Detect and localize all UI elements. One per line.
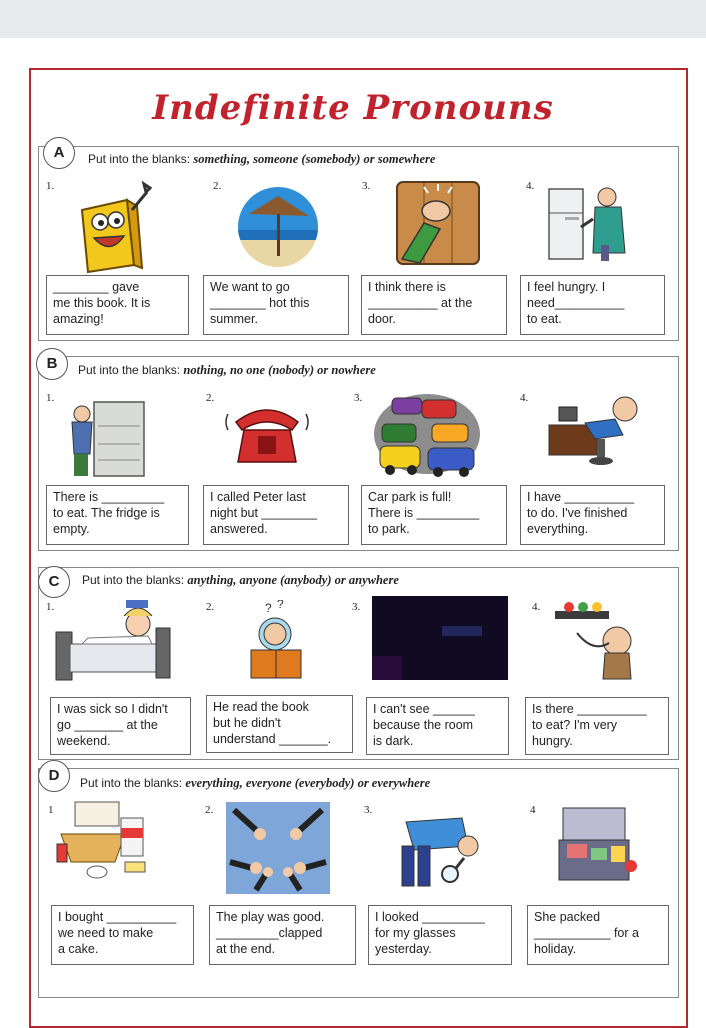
item-number: 3. bbox=[362, 180, 371, 192]
confused-boy-reading-illustration bbox=[243, 600, 309, 682]
item-number: 1. bbox=[46, 601, 55, 613]
section-letter-c: C bbox=[38, 566, 70, 598]
sentence-box-c1: I was sick so I didn't go _______ at the weekend. bbox=[50, 697, 191, 755]
empty-fridge-illustration bbox=[62, 398, 152, 480]
svg-text:?: ? bbox=[277, 600, 284, 611]
item-number: 2. bbox=[206, 601, 215, 613]
section-a-instruction: Put into the blanks: something, someone (somebody) or somewhere bbox=[88, 152, 436, 166]
item-number: 4. bbox=[520, 392, 529, 404]
item-number: 2. bbox=[213, 180, 222, 192]
section-c-instruction: Put into the blanks: anything, anyone (anybody) or anywhere bbox=[82, 573, 399, 587]
dark-room-image bbox=[372, 596, 508, 680]
sentence-box-d1: I bought __________ we need to make a cake. bbox=[51, 905, 194, 965]
hungry-man-illustration bbox=[553, 593, 641, 681]
browser-top-bar bbox=[0, 0, 706, 38]
sentence-box-a1: ________ gave me this book. It is amazing! bbox=[46, 275, 189, 335]
section-b-instruction: Put into the blanks: nothing, no one (nobody) or nowhere bbox=[78, 363, 376, 377]
sentence-box-b3: Car park is full! There is _________ to park. bbox=[361, 485, 507, 545]
packed-suitcase-illustration bbox=[553, 800, 643, 892]
sentence-box-c2: He read the book but he didn't understand _______. bbox=[206, 695, 353, 753]
item-number: 3. bbox=[352, 601, 361, 613]
item-number: 1. bbox=[46, 392, 55, 404]
hands-icon bbox=[226, 802, 330, 894]
sentence-box-d3: I looked _________ for my glasses yesterday. bbox=[368, 905, 512, 965]
sentence-box-a4: I feel hungry. I need__________ to eat. bbox=[520, 275, 665, 335]
item-number: 2. bbox=[205, 804, 214, 816]
item-number: 1. bbox=[46, 180, 55, 192]
item-number: 4. bbox=[526, 180, 535, 192]
knocking-on-door-illustration bbox=[396, 181, 480, 265]
word-list: anything, anyone (anybody) or anywhere bbox=[187, 573, 399, 587]
svg-text:?: ? bbox=[265, 601, 272, 615]
sentence-box-a3: I think there is __________ at the door. bbox=[361, 275, 507, 335]
section-letter-b: B bbox=[36, 348, 68, 380]
man-searching-with-magnifier-illustration bbox=[392, 806, 482, 894]
item-number: 3. bbox=[354, 392, 363, 404]
dim-light-patch bbox=[442, 626, 482, 636]
sentence-box-d4: She packed ___________ for a holiday. bbox=[527, 905, 669, 965]
word-list: something, someone (somebody) or somewhere bbox=[193, 152, 436, 166]
baking-ingredients-illustration bbox=[55, 800, 151, 880]
sentence-box-b4: I have __________ to do. I've finished everything. bbox=[520, 485, 665, 545]
item-number: 3. bbox=[364, 804, 373, 816]
sentence-box-d2: The play was good. _________clapped at the end. bbox=[209, 905, 356, 965]
word-list: nothing, no one (nobody) or nowhere bbox=[183, 363, 376, 377]
bored-man-at-desk-illustration bbox=[545, 389, 645, 469]
item-number: 4. bbox=[532, 601, 541, 613]
section-letter-a: A bbox=[43, 137, 75, 169]
section-letter-d: D bbox=[38, 760, 70, 792]
man-at-fridge-illustration bbox=[545, 183, 635, 263]
sentence-box-b1: There is _________ to eat. The fridge is empty. bbox=[46, 485, 189, 545]
beach-umbrella-illustration bbox=[237, 186, 319, 268]
word-list: everything, everyone (everybody) or everywhere bbox=[185, 776, 431, 790]
sentence-box-b2: I called Peter last night but ________ answered. bbox=[203, 485, 349, 545]
item-number: 4 bbox=[530, 804, 536, 816]
sentence-box-c4: Is there __________ to eat? I'm very hungry. bbox=[525, 697, 669, 755]
sentence-box-c3: I can't see ______ because the room is dark. bbox=[366, 697, 509, 755]
section-d-instruction: Put into the blanks: everything, everyone (everybody) or everywhere bbox=[80, 776, 431, 790]
sentence-box-a2: We want to go ________ hot this summer. bbox=[203, 275, 349, 335]
sick-girl-in-bed-illustration bbox=[52, 598, 174, 682]
item-number: 1 bbox=[48, 804, 54, 816]
clapping-hands-image bbox=[226, 802, 330, 894]
red-telephone-illustration bbox=[222, 394, 312, 469]
worksheet-title: Indefinite Pronouns bbox=[152, 88, 554, 128]
item-number: 2. bbox=[206, 392, 215, 404]
dark-corner bbox=[372, 656, 402, 680]
book-character-illustration bbox=[72, 180, 162, 275]
car-park-illustration bbox=[372, 388, 482, 480]
